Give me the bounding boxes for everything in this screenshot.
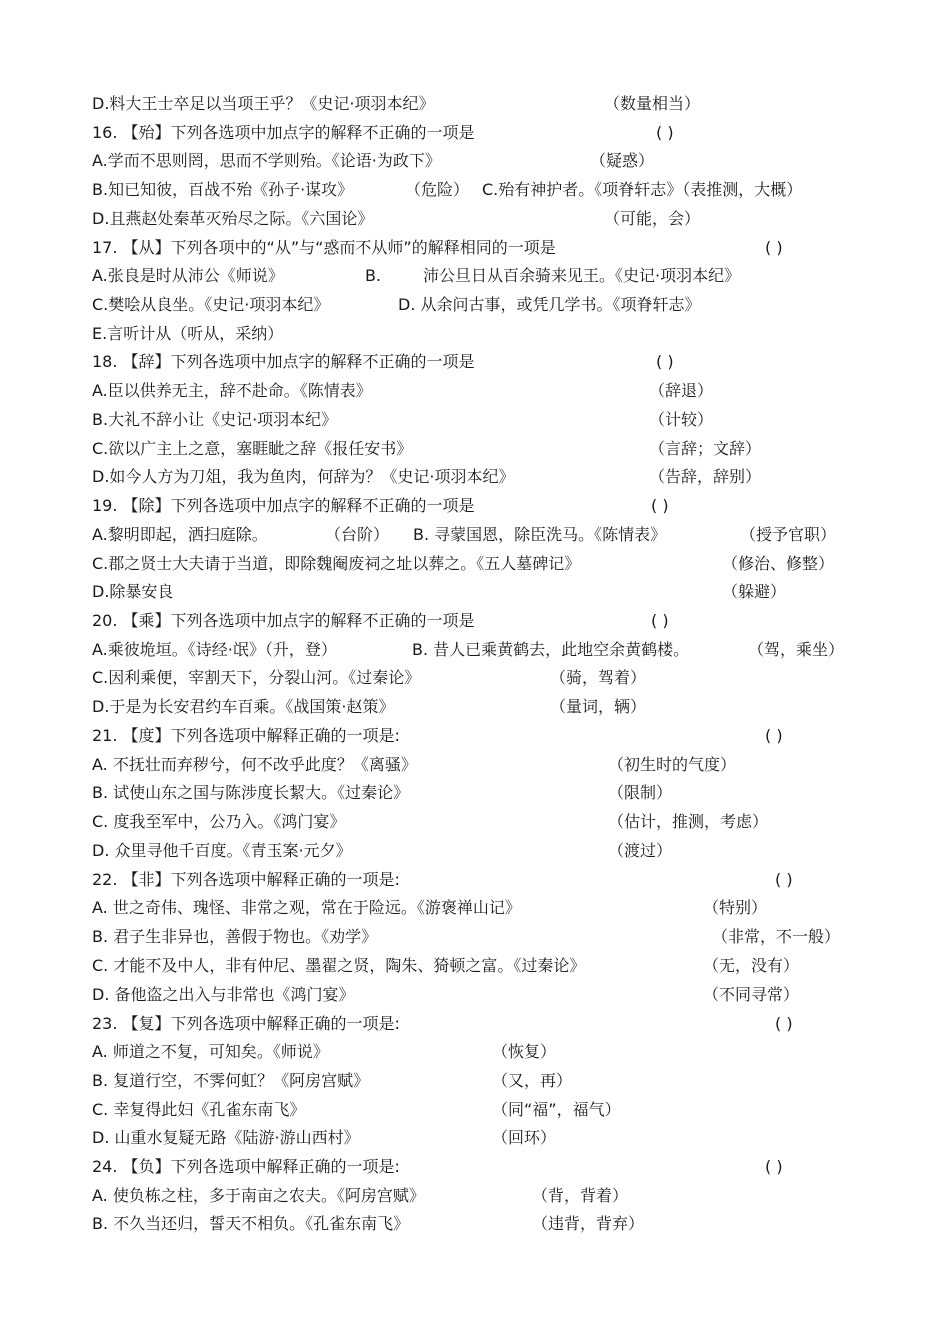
- option-text: 沛公旦日从百余骑来见王。《史记·项羽本纪》: [423, 266, 741, 285]
- annotation: （量词，辆）: [550, 697, 647, 716]
- option-text: C. 度我至军中，公乃入。《鸿门宴》: [92, 812, 346, 831]
- annotation: （告辞，辞别）: [649, 467, 762, 486]
- option-line: [0, 1210, 950, 1238]
- option-text: A. 世之奇伟、瑰怪、非常之观，常在于险远。《游褒禅山记》: [92, 898, 521, 917]
- option-line: [0, 550, 950, 578]
- option-line: [0, 923, 950, 951]
- text-segment: D.料大王士卒足以当项王乎？《史记·项羽本纪》: [92, 94, 435, 113]
- question-heading: [0, 866, 950, 894]
- option-line: [0, 1096, 950, 1124]
- option-line: [0, 578, 950, 606]
- option-text: D. 众里寻他千百度。《青玉案·元夕》: [92, 841, 352, 860]
- annotation: （疑惑）: [590, 151, 655, 170]
- text-line: [0, 90, 950, 118]
- annotation: （计较）: [649, 410, 714, 429]
- annotation: （台阶）: [325, 525, 390, 544]
- option-text: B.大礼不辞小让《史记·项羽本纪》: [92, 410, 338, 429]
- option-text: C.樊哙从良坐。《史记·项羽本纪》: [92, 295, 330, 314]
- annotation: （可能，会）: [604, 209, 701, 228]
- answer-bracket: ( ): [775, 1014, 793, 1033]
- option-text: D. 从余问古事，或凭几学书。《项脊轩志》: [398, 295, 701, 314]
- annotation: （特别）: [703, 898, 768, 917]
- annotation: （非常，不一般）: [712, 927, 841, 946]
- option-text: D. 备他盗之出入与非常也《鸿门宴》: [92, 985, 355, 1004]
- question-text: 17. 【从】下列各项中的“从”与“惑而不从师”的解释相同的一项是: [92, 238, 556, 257]
- option-line: [0, 1067, 950, 1095]
- option-text: A. 师道之不复，可知矣。《师说》: [92, 1042, 329, 1061]
- option-line: [0, 377, 950, 405]
- annotation: （授予官职）: [740, 525, 837, 544]
- option-line: [0, 205, 950, 233]
- answer-bracket: ( ): [656, 123, 674, 142]
- option-line: [0, 521, 950, 549]
- annotation: （数量相当）: [604, 94, 701, 113]
- option-line: [0, 1182, 950, 1210]
- annotation: （渡过）: [608, 841, 673, 860]
- option-line: [0, 406, 950, 434]
- option-text: A. 不抚壮而弃秽兮，何不改乎此度？《离骚》: [92, 755, 417, 774]
- annotation: （危险）: [405, 180, 470, 199]
- annotation: （言辞；文辞）: [649, 439, 762, 458]
- annotation: （不同寻常）: [703, 985, 800, 1004]
- annotation: （回环）: [492, 1128, 557, 1147]
- option-text: E.言听计从（听从，采纳）: [92, 324, 284, 343]
- option-text: C.殆有神护者。《项脊轩志》（表推测，大概）: [482, 180, 803, 199]
- option-line: [0, 320, 950, 348]
- annotation: （同“福”，福气）: [492, 1100, 621, 1119]
- option-line: [0, 1124, 950, 1152]
- annotation: （背，背着）: [532, 1186, 629, 1205]
- option-text: C. 才能不及中人，非有仲尼、墨翟之贤，陶朱、猗顿之富。《过秦论》: [92, 956, 586, 975]
- option-text: B.知已知彼，百战不殆《孙子·谋攻》: [92, 180, 354, 199]
- annotation: （躲避）: [722, 582, 787, 601]
- option-text: A. 使负栋之柱，多于南亩之农夫。《阿房宫赋》: [92, 1186, 425, 1205]
- answer-bracket: ( ): [765, 238, 783, 257]
- question-text: 21. 【度】下列各选项中解释正确的一项是:: [92, 726, 400, 745]
- option-line: [0, 837, 950, 865]
- question-heading: [0, 1010, 950, 1038]
- question-heading: [0, 119, 950, 147]
- answer-bracket: ( ): [651, 611, 669, 630]
- option-line: [0, 808, 950, 836]
- option-line: [0, 894, 950, 922]
- option-text: C.因利乘便，宰割天下，分裂山河。《过秦论》: [92, 668, 421, 687]
- annotation: （又，再）: [492, 1071, 573, 1090]
- question-text: 16. 【殆】下列各选项中加点字的解释不正确的一项是: [92, 123, 475, 142]
- option-text: D.如今人方为刀俎，我为鱼肉，何辞为？《史记·项羽本纪》: [92, 467, 515, 486]
- option-line: [0, 463, 950, 491]
- option-text: C.郡之贤士大夫请于当道，即除魏阉废祠之址以葬之。《五人墓碑记》: [92, 554, 581, 573]
- option-text: D. 山重水复疑无路《陆游·游山西村》: [92, 1128, 360, 1147]
- question-text: 23. 【复】下列各选项中解释正确的一项是:: [92, 1014, 400, 1033]
- option-text: B.: [365, 266, 382, 285]
- option-line: [0, 147, 950, 175]
- option-line: [0, 751, 950, 779]
- annotation: （恢复）: [492, 1042, 557, 1061]
- option-line: [0, 1038, 950, 1066]
- question-heading: [0, 607, 950, 635]
- option-line: [0, 291, 950, 319]
- option-line: [0, 693, 950, 721]
- question-heading: [0, 348, 950, 376]
- option-line: [0, 664, 950, 692]
- answer-bracket: ( ): [656, 352, 674, 371]
- annotation: （违背，背弃）: [532, 1214, 645, 1233]
- annotation: （初生时的气度）: [608, 755, 737, 774]
- question-text: 20. 【乘】下列各选项中加点字的解释不正确的一项是: [92, 611, 475, 630]
- option-text: B. 寻蒙国恩，除臣洗马。《陈情表》: [413, 525, 667, 544]
- option-text: A.乘彼垝垣。《诗经·氓》（升，登）: [92, 640, 337, 659]
- option-line: [0, 262, 950, 290]
- answer-bracket: ( ): [775, 870, 793, 889]
- question-text: 18. 【辞】下列各选项中加点字的解释不正确的一项是: [92, 352, 475, 371]
- option-text: B. 试使山东之国与陈涉度长絜大。《过秦论》: [92, 783, 410, 802]
- option-text: C. 幸复得此妇《孔雀东南飞》: [92, 1100, 306, 1119]
- option-line: [0, 176, 950, 204]
- option-text: A.张良是时从沛公《师说》: [92, 266, 284, 285]
- answer-bracket: ( ): [651, 496, 669, 515]
- option-line: [0, 435, 950, 463]
- option-text: B. 昔人已乘黄鹤去，此地空余黄鹤楼。: [412, 640, 690, 659]
- answer-bracket: ( ): [765, 1157, 783, 1176]
- option-line: [0, 636, 950, 664]
- option-text: B. 君子生非异也，善假于物也。《劝学》: [92, 927, 378, 946]
- annotation: （估计，推测，考虑）: [608, 812, 769, 831]
- option-text: A.黎明即起，洒扫庭除。: [92, 525, 268, 544]
- question-heading: [0, 234, 950, 262]
- annotation: （无，没有）: [703, 956, 800, 975]
- question-heading: [0, 1153, 950, 1181]
- option-text: B. 复道行空，不霁何虹？《阿房宫赋》: [92, 1071, 370, 1090]
- annotation: （修治、修整）: [722, 554, 835, 573]
- option-text: C.欲以广主上之意，塞睚眦之辞《报任安书》: [92, 439, 413, 458]
- option-line: [0, 981, 950, 1009]
- option-text: D.除暴安良: [92, 582, 174, 601]
- option-text: A.臣以供养无主，辞不赴命。《陈情表》: [92, 381, 372, 400]
- annotation: （限制）: [608, 783, 673, 802]
- option-line: [0, 779, 950, 807]
- question-text: 22. 【非】下列各选项中解释正确的一项是:: [92, 870, 400, 889]
- answer-bracket: ( ): [765, 726, 783, 745]
- option-text: B. 不久当还归，誓天不相负。《孔雀东南飞》: [92, 1214, 410, 1233]
- option-line: [0, 952, 950, 980]
- question-heading: [0, 722, 950, 750]
- annotation: （辞退）: [649, 381, 714, 400]
- option-text: D.于是为长安君约车百乘。《战国策·赵策》: [92, 697, 395, 716]
- annotation: （骑，驾着）: [550, 668, 647, 687]
- option-text: A.学而不思则罔，思而不学则殆。《论语·为政下》: [92, 151, 441, 170]
- option-text: D.且燕赵处秦革灭殆尽之际。《六国论》: [92, 209, 374, 228]
- question-text: 24. 【负】下列各选项中解释正确的一项是:: [92, 1157, 400, 1176]
- annotation: （驾，乘坐）: [748, 640, 845, 659]
- question-text: 19. 【除】下列各选项中加点字的解释不正确的一项是: [92, 496, 475, 515]
- question-heading: [0, 492, 950, 520]
